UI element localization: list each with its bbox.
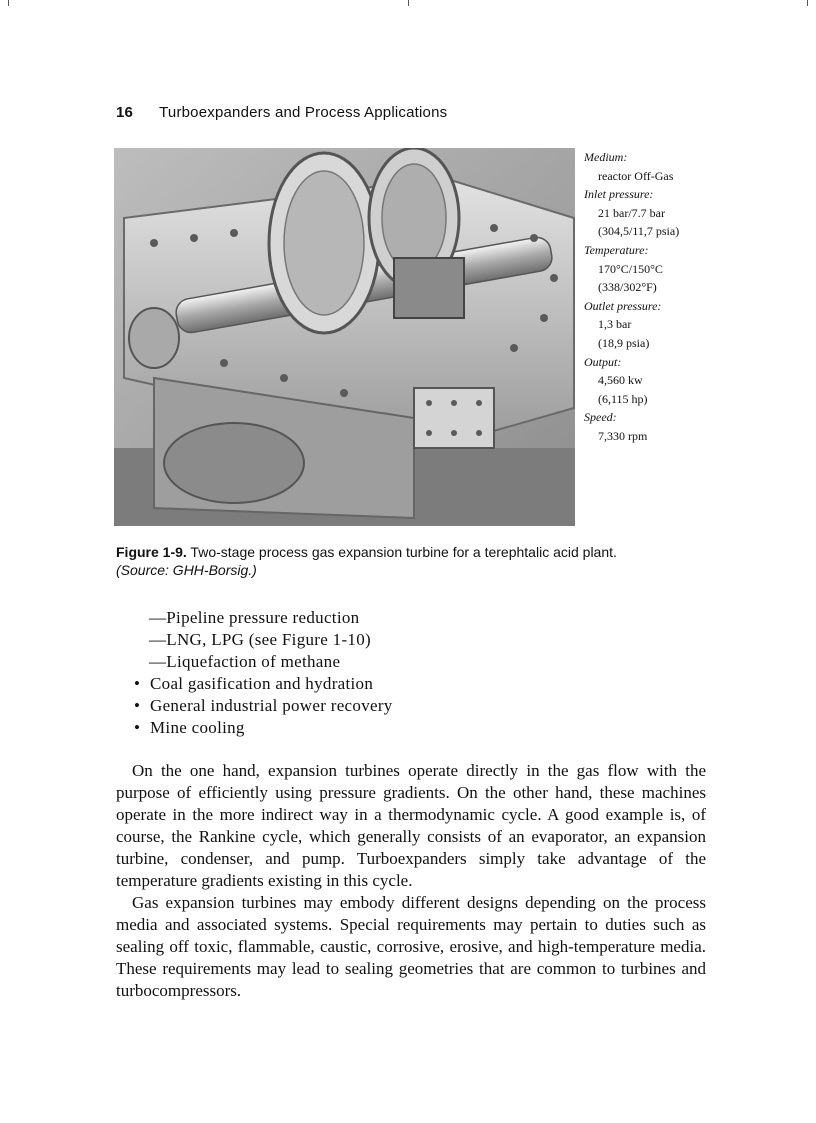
bullet-list-item (116, 717, 706, 739)
spec-value: (18,9 psia) (598, 335, 650, 350)
spec-label: Outlet pressure: (584, 298, 662, 313)
spec-output (584, 353, 704, 409)
crop-mark-right (807, 0, 808, 6)
application-list (116, 607, 706, 739)
running-header (116, 104, 447, 121)
spec-value: (6,115 hp) (598, 391, 648, 406)
spec-inlet-pressure (584, 185, 704, 241)
spec-value: 21 bar/7.7 bar (598, 205, 665, 220)
spec-label: Inlet pressure: (584, 187, 654, 202)
page-number: 16 (116, 104, 134, 121)
bullet-icon: • (134, 674, 141, 693)
bullet-list-item (116, 695, 706, 717)
sub-list-item: —Liquefaction of methane (149, 652, 341, 671)
spec-label: Temperature: (584, 242, 649, 257)
spec-outlet-pressure (584, 297, 704, 353)
spec-medium (584, 148, 704, 185)
turbine-photo (114, 148, 575, 526)
bullet-text: General industrial power recovery (150, 696, 393, 715)
bullet-list-item (116, 673, 706, 695)
paragraph: Gas expansion turbines may embody different designs depending on the process media and associated systems. Special requirements may pertain to duties such as sealing off toxic, flammable, caustic, corrosive, erosive, and high-temperature media. These requirements may lead to sealing geometries that are common to turbines and turbocompressors. (116, 893, 706, 1000)
spec-temperature (584, 241, 704, 297)
crop-mark-center (408, 0, 409, 6)
spec-value: (338/302°F) (598, 280, 657, 295)
specs-panel (584, 148, 704, 446)
body-text (116, 760, 706, 1002)
spec-label: Speed: (584, 410, 617, 425)
spec-label: Output: (584, 354, 622, 369)
figure-caption-text: Two-stage process gas expansion turbine for a terephtalic acid plant. (186, 544, 617, 560)
bullet-text: Mine cooling (150, 718, 245, 737)
spec-value: 4,560 kw (598, 373, 643, 388)
spec-value: 7,330 rpm (598, 428, 648, 443)
paragraph: On the one hand, expansion turbines operate directly in the gas flow with the purpose of efficiently using pressure gradients. On the other hand, these machines operate in the more indirect way in a thermodynamic cycle. A good example is, of course, the Rankine cycle, which generally consists of an evaporator, an expansion turbine, condenser, and pump. Turboexpanders simply take advantage of the temperature gradients existing in this cycle. (116, 761, 706, 890)
figure-label: Figure 1-9. (116, 544, 187, 560)
spec-value: 1,3 bar (598, 317, 632, 332)
bullet-text: Coal gasification and hydration (150, 674, 374, 693)
spec-speed (584, 408, 704, 445)
running-title: Turboexpanders and Process Applications (159, 104, 448, 121)
figure-source: (Source: GHH-Borsig.) (116, 562, 257, 578)
bullet-icon: • (134, 718, 141, 737)
spec-value: reactor Off-Gas (598, 168, 674, 183)
spec-label: Medium: (584, 150, 628, 164)
spec-value: 170°C/150°C (598, 261, 663, 276)
sub-list-item: —LNG, LPG (see Figure 1-10) (149, 630, 371, 649)
crop-mark-left (8, 0, 9, 6)
figure-caption (116, 543, 706, 579)
sub-list-item: —Pipeline pressure reduction (149, 608, 360, 627)
bullet-icon: • (134, 696, 141, 715)
turbine-photo-illustration (114, 148, 575, 526)
spec-value: (304,5/11,7 psia) (598, 224, 680, 239)
